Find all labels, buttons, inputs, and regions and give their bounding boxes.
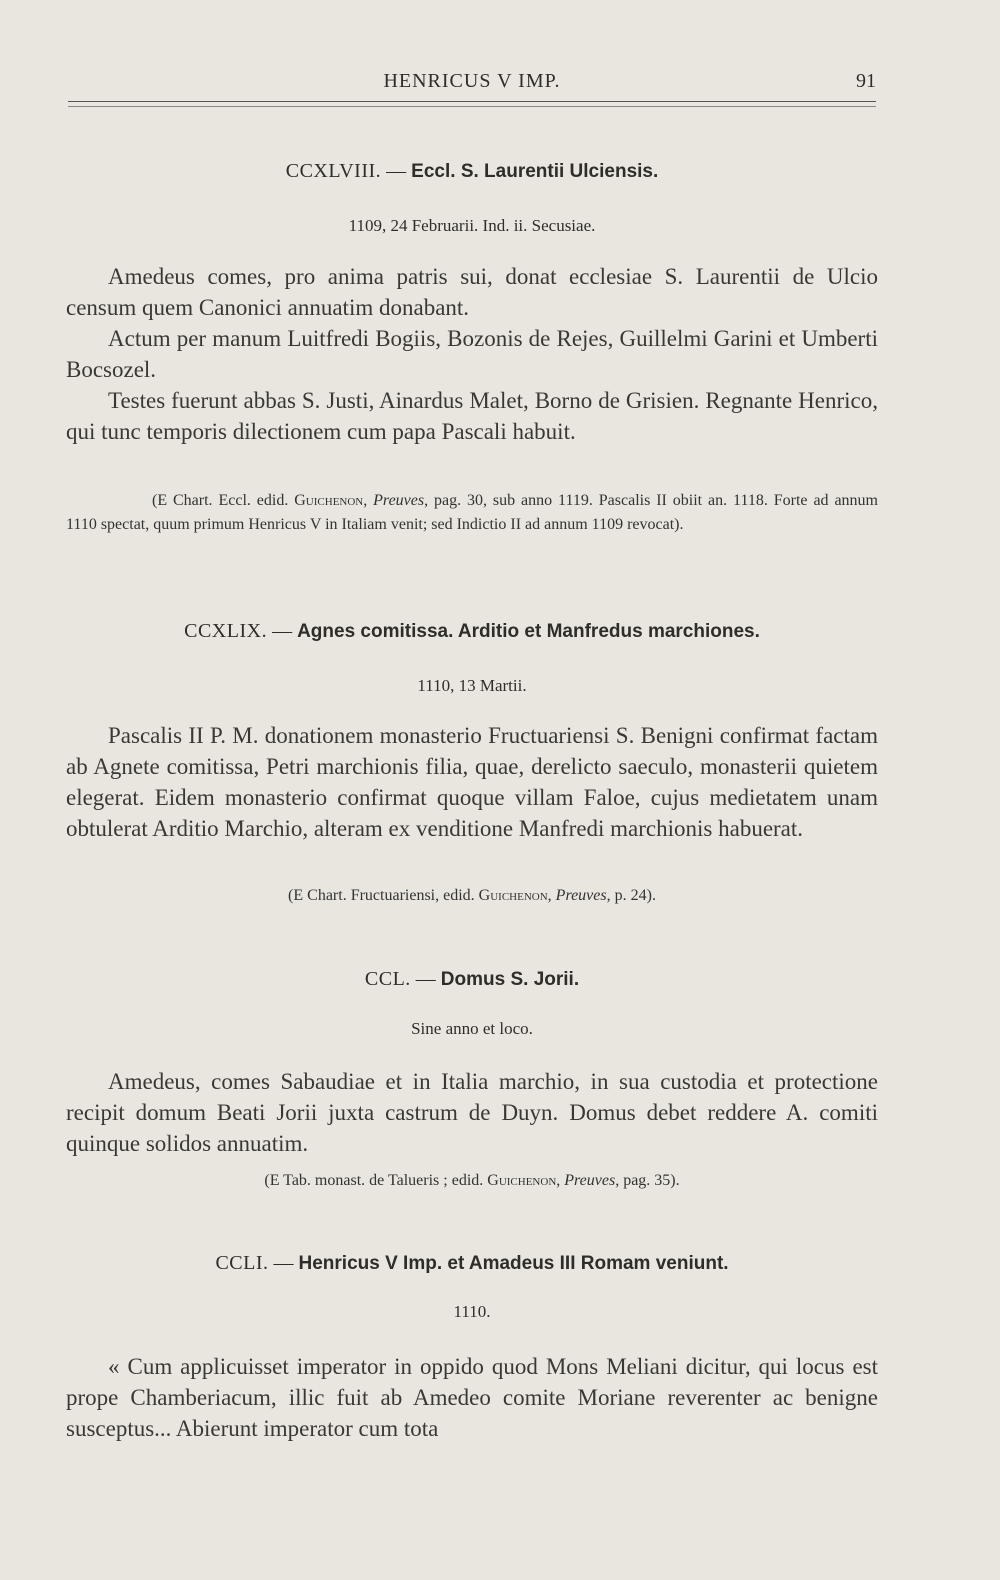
note-work: Preuves [373, 492, 425, 509]
section-ccxlviii [66, 160, 878, 183]
section-date: 1110. [453, 1302, 491, 1321]
page-number: 91 [856, 70, 876, 92]
running-header [68, 66, 876, 106]
note-separator: , [547, 887, 556, 904]
paragraph: Amedeus, comes Sabaudiae et in Italia marchio, in sua custodia et protectione recipit domum Beati Jorii juxta castrum de Duyn. Domus debet reddere A. comiti quinque solidos annuatim. [66, 1069, 878, 1156]
section-ccxlix [66, 620, 878, 643]
section-date: 1110, 13 Martii. [417, 676, 527, 695]
paragraph: Testes fuerunt abbas S. Justi, Ainardus Malet, Borno de Grisien. Regnante Henrico, qui tunc temporis dilectionem cum papa Pascali habuit. [66, 388, 878, 444]
section-body [66, 261, 878, 447]
section-number: CCXLVIII. [285, 160, 382, 182]
note-text: (E Tab. monast. de Talueris ; edid. [264, 1172, 488, 1189]
section-title: Agnes comitissa. Arditio et Manfredus marchiones. [297, 621, 760, 642]
section-date-block [66, 1019, 878, 1039]
section-ccl [66, 968, 878, 991]
note-author: Guichenon [478, 887, 548, 904]
section-date: 1109, 24 Februarii. Ind. ii. Secusiae. [348, 216, 596, 235]
section-date-block [66, 676, 878, 696]
section-heading [66, 160, 878, 183]
paragraph: Pascalis II P. M. donationem monasterio Fructuariensi S. Benigni confirmat factam ab Agnete comitissa, Petri marchionis filia, quae, derelicto saeculo, monasterii quietem elegerat. Eidem monasterio confirmat quoque villam Faloe, cujus medietatem unam obtulerat Arditio Marchio, alteram ex venditione Manfredi marchionis habuerat. [66, 723, 878, 841]
section-title: Henricus V Imp. et Amadeus III Romam veniunt. [298, 1253, 729, 1274]
section-heading [66, 1252, 878, 1275]
section-body [66, 1066, 878, 1159]
section-number: CCL. [364, 968, 411, 990]
heading-dash: — [272, 620, 293, 642]
note-text: , pag. 35). [615, 1172, 680, 1189]
note-work: Preuves [555, 887, 607, 904]
note-separator: , [556, 1172, 565, 1189]
note-text: , pag. 30, sub anno 1119. Pascalis II obiit an. 1118. Forte ad annum 1110 spectat, quum primum Henricus V in Italiam venit; sed Indictio II ad annum 1109 revocat). [66, 492, 878, 533]
source-note [66, 884, 878, 908]
paragraph: « Cum applicuisset imperator in oppido quod Mons Meliani dicitur, qui locus est prope Chamberiacum, illic fuit ab Amedeo comite Moriane reverenter ac benigne susceptus... Abierunt imperator cum tota [66, 1354, 878, 1441]
note-text: (E Chart. Fructuariensi, edid. [288, 887, 479, 904]
note-text: , p. 24). [606, 887, 656, 904]
note-author: Guichenon [294, 492, 364, 509]
source-note [66, 1169, 878, 1193]
heading-dash: — [273, 1252, 294, 1274]
note-text: (E Chart. Eccl. edid. [152, 492, 295, 509]
section-number: CCLI. [215, 1252, 269, 1274]
section-ccli [66, 1252, 878, 1275]
running-title: HENRICUS V IMP. [383, 70, 561, 92]
section-title: Domus S. Jorii. [440, 969, 580, 990]
section-date-block [66, 1302, 878, 1322]
section-heading [66, 968, 878, 991]
section-heading [66, 620, 878, 643]
heading-dash: — [386, 160, 407, 182]
section-body [66, 720, 878, 844]
heading-dash: — [415, 968, 436, 990]
header-rule [68, 101, 876, 102]
note-author: Guichenon [487, 1172, 557, 1189]
paragraph: Amedeus comes, pro anima patris sui, donat ecclesiae S. Laurentii de Ulcio censum quem Canonici annuatim donabant. [66, 264, 878, 320]
source-note [66, 489, 878, 537]
paragraph: Actum per manum Luitfredi Bogiis, Bozonis de Rejes, Guillelmi Garini et Umberti Bocsozel. [66, 326, 878, 382]
note-separator: , [363, 492, 374, 509]
header-rule-thin [68, 106, 876, 107]
section-number: CCXLIX. [184, 620, 268, 642]
section-date-block [66, 216, 878, 236]
section-title: Eccl. S. Laurentii Ulciensis. [411, 161, 659, 182]
note-work: Preuves [564, 1172, 616, 1189]
section-date: Sine anno et loco. [411, 1019, 533, 1038]
section-body [66, 1351, 878, 1444]
